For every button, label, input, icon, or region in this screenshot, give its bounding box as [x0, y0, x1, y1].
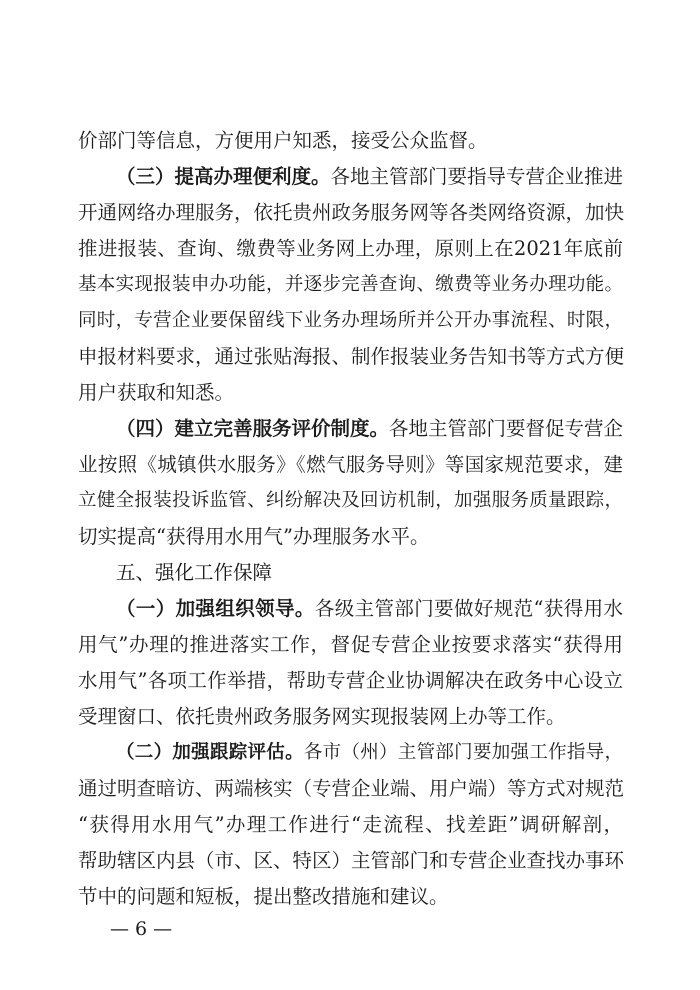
text-line: （二）加强跟踪评估。各市（州）主管部门要加强工作指导，	[116, 742, 623, 763]
text-line: （一）加强组织领导。各级主管部门要做好规范“获得用水	[116, 597, 623, 620]
text-line: 业按照《城镇供水服务》《燃气服务导则》等国家规范要求，建	[78, 453, 623, 476]
section-lead: （二）加强跟踪评估。	[116, 742, 304, 763]
text-line: 开通网络办理服务，依托贵州政务服务网等各类网络资源，加快	[78, 201, 625, 224]
text-line: 价部门等信息，方便用户知悉，接受公众监督。	[78, 129, 488, 152]
section-lead: （三）提高办理便利度。	[116, 165, 331, 188]
text-line: 立健全报装投诉监管、纠纷解决及回访机制，加强服务质量跟踪，	[78, 490, 623, 511]
text-line: 同时，专营企业要保留线下业务办理场所并公开办事流程、时限，	[78, 310, 623, 331]
text-line: 用户获取和知悉。	[78, 381, 235, 404]
text-line: （四）建立完善服务评价制度。各地主管部门要督促专营企	[116, 417, 624, 440]
text-line: 用气”办理的推进落实工作，督促专营企业按要求落实“获得用	[78, 633, 623, 656]
text-line: 帮助辖区内县（市、区、特区）主管部门和专营企业查找办事环	[78, 849, 625, 872]
text-line: 基本实现报装申办功能，并逐步完善查询、缴费等业务办理功能。	[78, 274, 623, 295]
text-line: 通过明查暗访、两端核实（专营企业端、用户端）等方式对规范	[78, 777, 625, 800]
text-line: （三）提高办理便利度。各地主管部门要指导专营企业推进	[116, 165, 624, 188]
text-line: “获得用水用气”办理工作进行“走流程、找差距”调研解剖，	[78, 813, 623, 836]
text-line: 推进报装、查询、缴费等业务网上办理，原则上在2021年底前	[78, 237, 623, 260]
section-lead: （一）加强组织领导。	[116, 597, 315, 620]
text-line: 申报材料要求，通过张贴海报、制作报装业务告知书等方式方便	[78, 345, 625, 368]
text-line: 水用气”各项工作举措，帮助专营企业协调解决在政务中心设立	[78, 669, 623, 692]
text-line: 切实提高“获得用水用气”办理服务水平。	[78, 525, 430, 548]
page-number: — 6 —	[110, 918, 173, 940]
text-line: 节中的问题和短板，提出整改措施和建议。	[78, 885, 449, 908]
section-heading: 五、强化工作保障	[116, 561, 273, 584]
section-lead: （四）建立完善服务评价制度。	[116, 417, 390, 440]
text-line: 受理窗口、依托贵州政务服务网实现报装网上办等工作。	[78, 705, 566, 728]
